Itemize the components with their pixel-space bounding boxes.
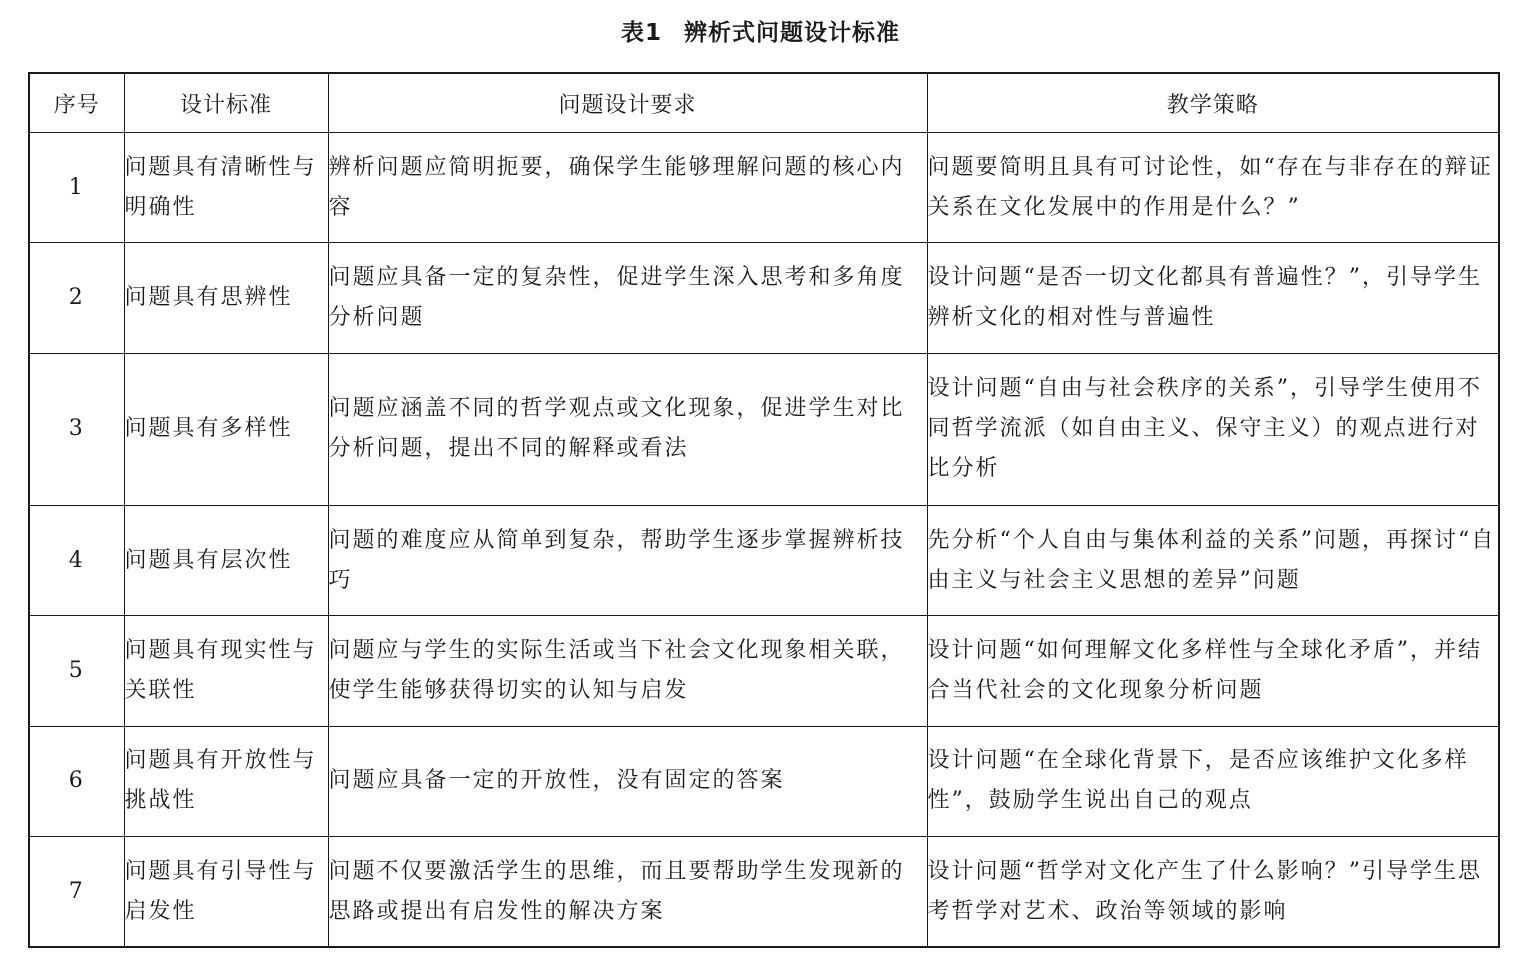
row-number: 1: [29, 133, 124, 243]
strategy-cell: 设计问题“如何理解文化多样性与全球化矛盾”，并结合当代社会的文化现象分析问题: [927, 616, 1499, 726]
design-standard-cell: 问题具有开放性与挑战性: [124, 726, 328, 836]
strategy-cell: 先分析“个人自由与集体利益的关系”问题，再探讨“自由主义与社会主义思想的差异”问题: [927, 506, 1499, 616]
table-row: [29, 726, 1499, 836]
design-standards-table: [28, 72, 1500, 948]
row-number: 2: [29, 243, 124, 353]
strategy-cell: 设计问题“在全球化背景下，是否应该维护文化多样性”，鼓励学生说出自己的观点: [927, 726, 1499, 836]
strategy-cell: 设计问题“是否一切文化都具有普遍性？”，引导学生辨析文化的相对性与普遍性: [927, 243, 1499, 353]
strategy-cell: 设计问题“哲学对文化产生了什么影响？”引导学生思考哲学对艺术、政治等领域的影响: [927, 837, 1499, 947]
table-number: 表1: [620, 20, 662, 46]
header-standard: 设计标准: [124, 73, 328, 133]
design-standard-cell: 问题具有思辨性: [124, 243, 328, 353]
requirement-cell: 问题应具备一定的复杂性，促进学生深入思考和多角度分析问题: [328, 243, 927, 353]
design-standard-cell: 问题具有多样性: [124, 353, 328, 505]
requirement-cell: 问题不仅要激活学生的思维，而且要帮助学生发现新的思路或提出有启发性的解决方案: [328, 837, 927, 947]
row-number: 4: [29, 506, 124, 616]
requirement-cell: 问题应与学生的实际生活或当下社会文化现象相关联，使学生能够获得切实的认知与启发: [328, 616, 927, 726]
row-number: 7: [29, 837, 124, 947]
header-number: 序号: [29, 73, 124, 133]
strategy-cell: 设计问题“自由与社会秩序的关系”，引导学生使用不同哲学流派（如自由主义、保守主义）的观点进行对比分析: [927, 353, 1499, 505]
header-strategy: 教学策略: [927, 73, 1499, 133]
requirement-cell: 问题应涵盖不同的哲学观点或文化现象，促进学生对比分析问题，提出不同的解释或看法: [328, 353, 927, 505]
table-row: [29, 506, 1499, 616]
row-number: 5: [29, 616, 124, 726]
table-row: [29, 243, 1499, 353]
row-number: 3: [29, 353, 124, 505]
header-row: [29, 73, 1499, 133]
strategy-cell: 问题要简明且具有可讨论性，如“存在与非存在的辩证关系在文化发展中的作用是什么？”: [927, 133, 1499, 243]
table-row: [29, 837, 1499, 947]
table-row: [29, 353, 1499, 505]
table-row: [29, 616, 1499, 726]
table-caption: [0, 16, 1521, 50]
table-row: [29, 133, 1499, 243]
design-standard-cell: 问题具有层次性: [124, 506, 328, 616]
row-number: 6: [29, 726, 124, 836]
requirement-cell: 辨析问题应简明扼要，确保学生能够理解问题的核心内容: [328, 133, 927, 243]
table-title: 辨析式问题设计标准: [684, 20, 900, 46]
design-standard-cell: 问题具有清晰性与明确性: [124, 133, 328, 243]
header-requirement: 问题设计要求: [328, 73, 927, 133]
requirement-cell: 问题的难度应从简单到复杂，帮助学生逐步掌握辨析技巧: [328, 506, 927, 616]
design-standard-cell: 问题具有引导性与启发性: [124, 837, 328, 947]
design-standard-cell: 问题具有现实性与关联性: [124, 616, 328, 726]
requirement-cell: 问题应具备一定的开放性，没有固定的答案: [328, 726, 927, 836]
